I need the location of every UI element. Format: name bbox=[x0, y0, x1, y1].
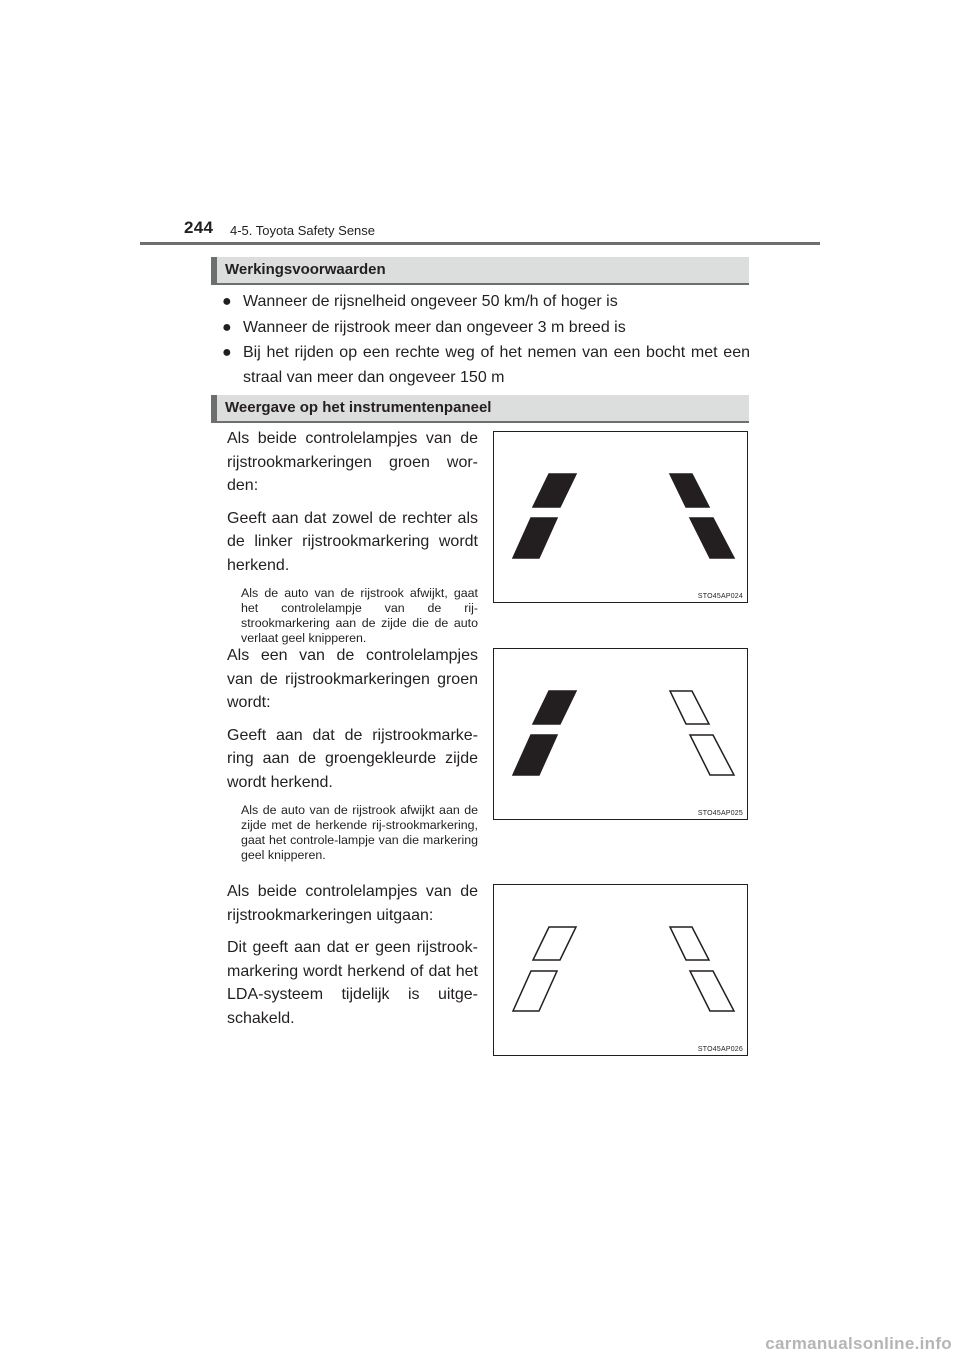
operating-conditions-heading bbox=[211, 257, 749, 285]
left-lane-marker-lower bbox=[513, 971, 557, 1011]
lane-indicator-figure-3 bbox=[493, 884, 748, 1056]
right-lane-marker-upper bbox=[670, 474, 709, 507]
operating-conditions-title: Werkingsvoorwaarden bbox=[225, 261, 386, 278]
lane-indicator-figure-2 bbox=[493, 648, 748, 820]
note-text: Als de auto van de rijstrook afwijkt aan de zijde met de herkende rij-strookmarkering, gaat het controle-lampje van die markering geel knipperen. bbox=[241, 803, 478, 862]
figure-code: STO45AP025 bbox=[697, 810, 743, 817]
figure-code: STO45AP026 bbox=[697, 1046, 743, 1053]
list-item: ● Bij het rijden op een rechte weg of het nemen van een bocht met een straal van meer dan ongeveer 150 m bbox=[222, 341, 750, 390]
left-lane-marker-lower bbox=[513, 518, 557, 558]
right-lane-marker-lower bbox=[690, 735, 734, 775]
bullet-icon: ● bbox=[222, 344, 232, 361]
display-block-both-green bbox=[227, 427, 478, 646]
meaning-text: Geeft aan dat de rijstrookmarke-ring aan de groengekleurde zijde wordt herkend. bbox=[227, 726, 478, 791]
operating-conditions-list bbox=[222, 290, 750, 391]
heading-accent-bar bbox=[211, 257, 217, 285]
right-lane-marker-upper bbox=[670, 691, 709, 724]
condition-text: Als beide controlelampjes van de rijstrookmarkeringen groen wor-den: bbox=[227, 430, 478, 494]
condition-text: Als beide controlelampjes van de rijstrookmarkeringen uitgaan: bbox=[227, 883, 478, 924]
heading-accent-bar bbox=[211, 395, 217, 423]
list-item: ● Wanneer de rijstrook meer dan ongeveer 3 m breed is bbox=[222, 316, 750, 341]
right-lane-marker-lower bbox=[690, 518, 734, 558]
lane-indicator-figure-1 bbox=[493, 431, 748, 603]
section-title: 4-5. Toyota Safety Sense bbox=[230, 223, 376, 238]
display-block-one-green bbox=[227, 644, 478, 863]
meaning-text: Dit geeft aan dat er geen rijstrook-markering wordt herkend of dat het LDA-systeem tijdelijk is uitge-schakeld. bbox=[227, 939, 478, 1027]
right-lane-marker-lower bbox=[690, 971, 734, 1011]
meaning-text: Geeft aan dat zowel de rechter als de linker rijstrookmarkering wordt herkend. bbox=[227, 509, 478, 574]
list-item: ● Wanneer de rijsnelheid ongeveer 50 km/h of hoger is bbox=[222, 290, 750, 315]
site-watermark[interactable]: carmanualsonline.info bbox=[765, 1334, 952, 1353]
left-lane-marker-lower bbox=[513, 735, 557, 775]
note-text: Als de auto van de rijstrook afwijkt, gaat het controlelampje van de rij-strookmarkering aan de zijde die de auto verlaat geel knipperen. bbox=[241, 586, 478, 645]
right-lane-marker-upper bbox=[670, 927, 709, 960]
header-divider bbox=[140, 242, 820, 245]
display-heading bbox=[211, 395, 749, 423]
left-lane-marker-upper bbox=[533, 691, 576, 724]
left-lane-marker-upper bbox=[533, 927, 576, 960]
bullet-icon: ● bbox=[222, 318, 232, 336]
condition-text: Als een van de controlelampjes van de rijstrookmarkeringen groen wordt: bbox=[227, 647, 478, 711]
display-title: Weergave op het instrumentenpaneel bbox=[225, 399, 492, 416]
page-number: 244 bbox=[184, 218, 214, 237]
bullet-icon: ● bbox=[222, 293, 232, 310]
display-block-both-off bbox=[227, 880, 478, 1039]
figure-code: STO45AP024 bbox=[697, 593, 743, 600]
left-lane-marker-upper bbox=[533, 474, 576, 507]
